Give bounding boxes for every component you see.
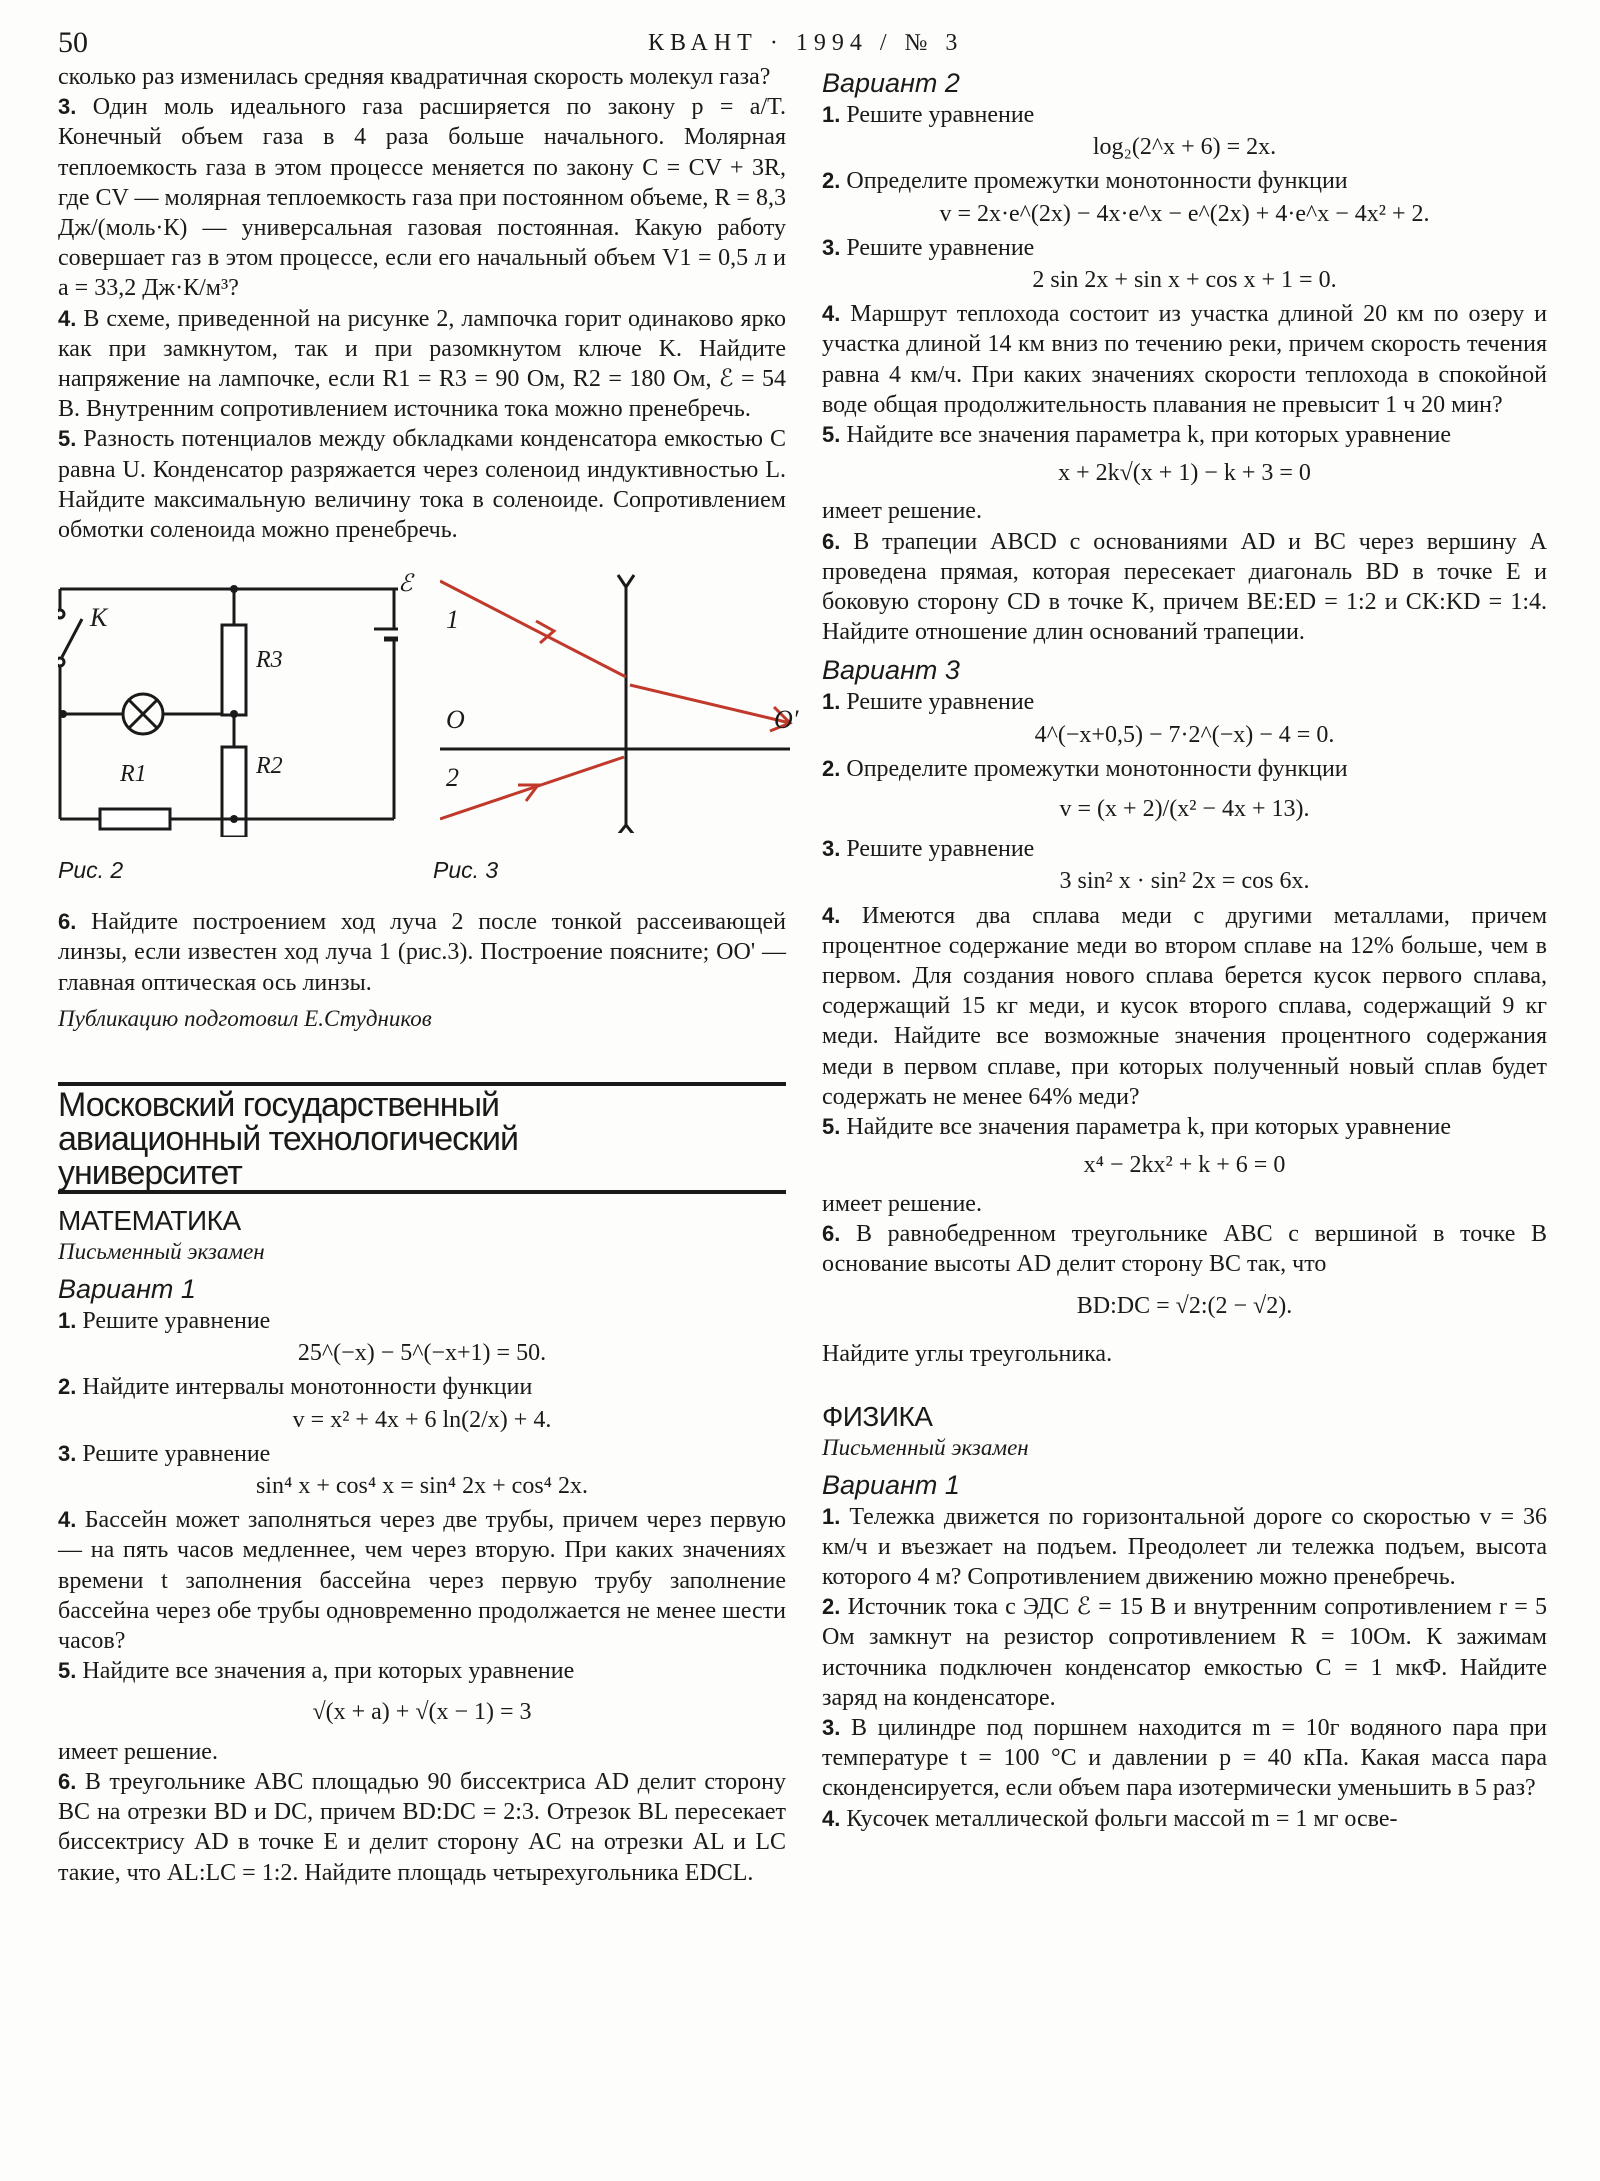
problem-number: 6. bbox=[58, 1768, 77, 1794]
problem-text: Маршрут теплохода состоит из участка длиной 20 км по озеру и участка длиной 14 км вниз по течению реки, причем скорость течения равна 4 км/ч. При каких значениях скорости теплохода в спокойной воде общая продолжительность плавания не превысит 1 ч 20 мин? bbox=[822, 301, 1547, 418]
math-v2-problem-6 bbox=[822, 527, 1547, 648]
problem-text: Определите промежутки монотонности функции bbox=[846, 168, 1348, 195]
problem-number: 6. bbox=[58, 909, 77, 935]
physics-problem-3 bbox=[58, 92, 786, 303]
math-v3-problem-6 bbox=[822, 1219, 1547, 1279]
physics-problem-6 bbox=[58, 907, 786, 998]
problem-after-text: имеет решение. bbox=[58, 1738, 218, 1765]
math-variant-3-title: Вариант 3 bbox=[822, 655, 960, 686]
physics-v1-problem-2 bbox=[822, 1592, 1547, 1713]
problem-number: 6. bbox=[822, 1220, 841, 1246]
math-v2-problem-2 bbox=[822, 166, 1547, 196]
problem-number: 1. bbox=[822, 102, 841, 127]
problem-text: Решите уравнение bbox=[846, 689, 1035, 716]
problem-number: 2. bbox=[822, 755, 841, 781]
math-v1-problem-6 bbox=[58, 1767, 786, 1888]
problem-number: 4. bbox=[58, 1507, 77, 1533]
problem-text: Найдите все значения параметра k, при которых уравнение bbox=[846, 1114, 1451, 1141]
problem-text: Найдите все значения параметра k, при которых уравнение bbox=[846, 422, 1451, 449]
problem-number: 2. bbox=[822, 168, 841, 194]
math-v3-problem-1 bbox=[822, 687, 1547, 717]
problem-number: 5. bbox=[822, 422, 841, 448]
physics-problem-4 bbox=[58, 304, 786, 425]
university-heading bbox=[58, 1082, 786, 1194]
math-v2-problem-1 bbox=[822, 100, 1547, 130]
switch-label: K bbox=[90, 603, 108, 633]
math-variant-1-title: Вариант 1 bbox=[58, 1274, 196, 1305]
problem-text: Решите уравнение bbox=[82, 1440, 271, 1467]
problem-number: 2. bbox=[58, 1374, 77, 1400]
page-number: 50 bbox=[58, 26, 88, 59]
problem-text: Найдите интервалы монотонности функции bbox=[82, 1374, 533, 1401]
physics-v1-problem-3 bbox=[822, 1713, 1547, 1804]
formula: v = 2x·e^(2x) − 4x·e^x − e^(2x) + 4·e^x − 4x² + 2. bbox=[939, 200, 1430, 227]
right-column bbox=[822, 66, 1547, 1834]
formula: 25^(−x) − 5^(−x+1) = 50. bbox=[297, 1340, 547, 1367]
math-v3-problem-5 bbox=[822, 1112, 1547, 1142]
problem-number: 1. bbox=[822, 689, 841, 715]
math-v1-problem-5 bbox=[58, 1656, 786, 1686]
math-v3-problem-2 bbox=[822, 754, 1547, 784]
problem-after-text: имеет решение. bbox=[822, 498, 982, 525]
problem-number: 3. bbox=[822, 1714, 841, 1740]
problem-after-text: имеет решение. bbox=[822, 1190, 982, 1217]
formula: v = x² + 4x + 6 ln(2/x) + 4. bbox=[292, 1406, 552, 1433]
problem-number: 3. bbox=[822, 234, 841, 260]
fig2-caption: Рис. 2 bbox=[58, 857, 124, 884]
problem-text: Разность потенциалов между обкладками конденсатора емкостью C равна U. Конденсатор разряжается через соленоид индуктивностью L. Найдите максимальную величину тока в соленоиде. Сопротивлением обмотки соленоида можно пренебречь. bbox=[58, 426, 787, 544]
math-v3-problem-4 bbox=[822, 901, 1547, 1112]
formula: √(x + a) + √(x − 1) = 3 bbox=[312, 1698, 532, 1725]
math-v1-problem-2 bbox=[58, 1372, 786, 1402]
university-title-line-1: Московский государственный bbox=[58, 1086, 500, 1125]
problem-text: В равнобедренном треугольнике ABC с вершиной в точке B основание высоты AD делит сторону BC так, что bbox=[822, 1220, 1548, 1277]
problem-text: Решите уравнение bbox=[846, 836, 1035, 863]
problem-number: 6. bbox=[822, 528, 841, 554]
university-title-line-2: авиационный технологический bbox=[58, 1120, 518, 1159]
problem-after-text: Найдите углы треугольника. bbox=[822, 1341, 1113, 1368]
formula: x + 2k√(x + 1) − k + 3 = 0 bbox=[1058, 460, 1311, 487]
axis-o-label: O bbox=[446, 705, 465, 735]
math-v3-problem-3 bbox=[822, 834, 1547, 864]
physics-v1-problem-4 bbox=[822, 1804, 1547, 1834]
problem-number: 3. bbox=[58, 94, 77, 120]
problem-text: Бассейн может заполняться через две трубы, причем через первую — на пять часов медленнее, чем через вторую. При каких значениях времени t заполнения бассейна через первую трубу заполнение бассейна через обе трубы одновременно продолжается не менее шести часов? bbox=[58, 1507, 786, 1655]
left-column bbox=[58, 62, 799, 1888]
problem-text: В цилиндре под поршнем находится m = 10г водяного пара при температуре t = 100 °С и давлении p = 40 кПа. Какая масса пара сконденсируется, если объем пара изотермически уменьшить в 5 раз? bbox=[822, 1714, 1548, 1802]
math-v1-problem-1 bbox=[58, 1306, 786, 1336]
math-subject-heading: МАТЕМАТИКА bbox=[58, 1205, 241, 1237]
r3-label: R3 bbox=[256, 647, 283, 674]
axis-o-prime-label: O′ bbox=[774, 705, 799, 735]
physics-subject-heading: ФИЗИКА bbox=[822, 1400, 933, 1432]
figures-area bbox=[58, 567, 799, 897]
problem-text: Найдите все значения a, при которых уравнение bbox=[82, 1658, 575, 1685]
problem-text: Кусочек металлической фольги массой m = 1 мг осве- bbox=[846, 1805, 1398, 1832]
fig3-caption: Рис. 3 bbox=[433, 857, 499, 884]
physics-exam-type: Письменный экзамен bbox=[822, 1434, 1029, 1460]
problem-number: 5. bbox=[822, 1114, 841, 1140]
problem-text: Найдите построением ход луча 2 после тонкой рассеивающей линзы, если известен ход луча 1 (рис.3). Построение поясните; OO' — главная оптическая ось линзы. bbox=[58, 909, 786, 996]
physics-variant-1-title: Вариант 1 bbox=[822, 1469, 960, 1500]
physics-v1-problem-1 bbox=[822, 1502, 1547, 1593]
formula: sin⁴ x + cos⁴ x = sin⁴ 2x + cos⁴ 2x. bbox=[255, 1473, 589, 1500]
running-head: КВАНТ · 1994 / № 3 bbox=[648, 30, 964, 56]
problem-text: Тележка движется по горизонтальной дороге со скоростью v = 36 км/ч и въезжает на подъем. Преодолеет ли тележка подъем, высота которого 4 м? Сопротивлением движению можно пренебречь. bbox=[822, 1503, 1547, 1590]
r2-label: R2 bbox=[256, 753, 283, 780]
problem-number: 3. bbox=[58, 1440, 77, 1466]
intro-continuation: сколько раз изменилась средняя квадратичная скорость молекул газа? bbox=[58, 64, 771, 90]
formula: x⁴ − 2kx² + k + 6 = 0 bbox=[1083, 1152, 1286, 1179]
problem-text: Один моль идеального газа расширяется по закону p = a/T. Конечный объем газа в 4 раза больше начального. Молярная теплоемкость газа в этом процессе меняется по закону C = CV + 3R, где CV — молярная теплоемкость газа при постоянном объеме, R = 8,3 Дж/(моль·К) — универсальная газовая постоянная. Какую работу совершает газ в этом процессе, если его начальный объем V1 = 0,5 л и a = 33,2 Дж·К/м³? bbox=[58, 94, 787, 302]
formula: 4^(−x+0,5) − 7·2^(−x) − 4 = 0. bbox=[1034, 721, 1335, 748]
math-v2-problem-5 bbox=[822, 420, 1547, 450]
math-v1-problem-3 bbox=[58, 1439, 786, 1469]
formula: v = (x + 2)/(x² − 4x + 13). bbox=[1059, 796, 1310, 823]
formula: 2 sin 2x + sin x + cos x + 1 = 0. bbox=[1032, 267, 1337, 294]
formula: BD:DC = √2:(2 − √2). bbox=[1076, 1293, 1293, 1320]
problem-number: 4. bbox=[822, 1805, 841, 1831]
problem-text: Решите уравнение bbox=[846, 234, 1035, 261]
circuit-diagram bbox=[58, 567, 398, 837]
ray2-label: 2 bbox=[446, 763, 459, 793]
physics-problem-5 bbox=[58, 424, 786, 545]
problem-number: 1. bbox=[58, 1308, 77, 1334]
problem-number: 4. bbox=[58, 305, 77, 331]
problem-text: Решите уравнение bbox=[846, 102, 1035, 128]
problem-number: 4. bbox=[822, 902, 841, 928]
problem-text: В трапеции ABCD с основаниями AD и BC через вершину A проведена прямая, которая пересекает диагональ BD в точке E и боковую сторону CD в точке K, причем BE:ED = 1:2 и CK:KD = 1:4. Найдите отношение длин оснований трапеции. bbox=[822, 528, 1547, 646]
problem-text: Имеются два сплава меди с другими металлами, причем процентное содержание меди во втором сплаве на 12% больше, чем в первом. Для создания нового сплава берется кусок первого сплава, содержащий 15 кг меди, и кусок второго сплава, содержащий 9 кг меди. Найдите все возможные значения процентного содержания меди в первом сплаве, при которых полученный новый сплав будет содержать не менее 64% меди? bbox=[822, 902, 1548, 1110]
math-variant-2-title: Вариант 2 bbox=[822, 68, 960, 98]
math-v2-problem-3 bbox=[822, 233, 1547, 263]
problem-text: Решите уравнение bbox=[82, 1308, 271, 1335]
problem-number: 5. bbox=[58, 1658, 77, 1684]
math-exam-type: Письменный экзамен bbox=[58, 1239, 265, 1265]
lens-diagram bbox=[440, 573, 800, 833]
problem-text: В треугольнике ABC площадью 90 биссектриса AD делит сторону BC на отрезки BD и DC, причем BD:DC = 2:3. Отрезок BL пересекает биссектрису AD в точке E и делит сторону AC на отрезки AL и LC такие, что AL:LC = 1:2. Найдите площадь четырехугольника EDCL. bbox=[58, 1768, 786, 1886]
publication-credit: Публикацию подготовил Е.Студников bbox=[58, 1005, 432, 1031]
problem-text: Источник тока с ЭДС ℰ = 15 В и внутренним сопротивлением r = 5 Ом замкнут на резистор сопротивлением R = 10Ом. К зажимам источника подключен конденсатор емкостью C = 1 мкФ. Найдите заряд на конденсаторе. bbox=[822, 1594, 1548, 1711]
problem-text: Определите промежутки монотонности функции bbox=[846, 755, 1348, 782]
problem-number: 3. bbox=[822, 836, 841, 862]
university-title-line-3: университет bbox=[58, 1154, 242, 1193]
r1-label: R1 bbox=[120, 761, 147, 788]
problem-number: 4. bbox=[822, 301, 841, 327]
ray1-label: 1 bbox=[446, 605, 459, 635]
math-v1-problem-4 bbox=[58, 1505, 786, 1656]
problem-number: 1. bbox=[822, 1503, 841, 1529]
emf-label: ℰ bbox=[398, 571, 413, 598]
problem-number: 5. bbox=[58, 426, 77, 452]
formula: 3 sin² x · sin² 2x = cos 6x. bbox=[1059, 868, 1310, 895]
formula: log₂(2^x + 6) = 2x. bbox=[1092, 134, 1277, 161]
problem-number: 2. bbox=[822, 1594, 841, 1620]
math-v2-problem-4 bbox=[822, 299, 1547, 420]
problem-text: В схеме, приведенной на рисунке 2, лампочка горит одинаково ярко как при замкнутом, так и при разомкнутом ключе K. Найдите напряжение на лампочке, если R1 = R3 = 90 Ом, R2 = 180 Ом, ℰ = 54 В. Внутренним сопротивлением источника тока можно пренебречь. bbox=[58, 305, 786, 423]
